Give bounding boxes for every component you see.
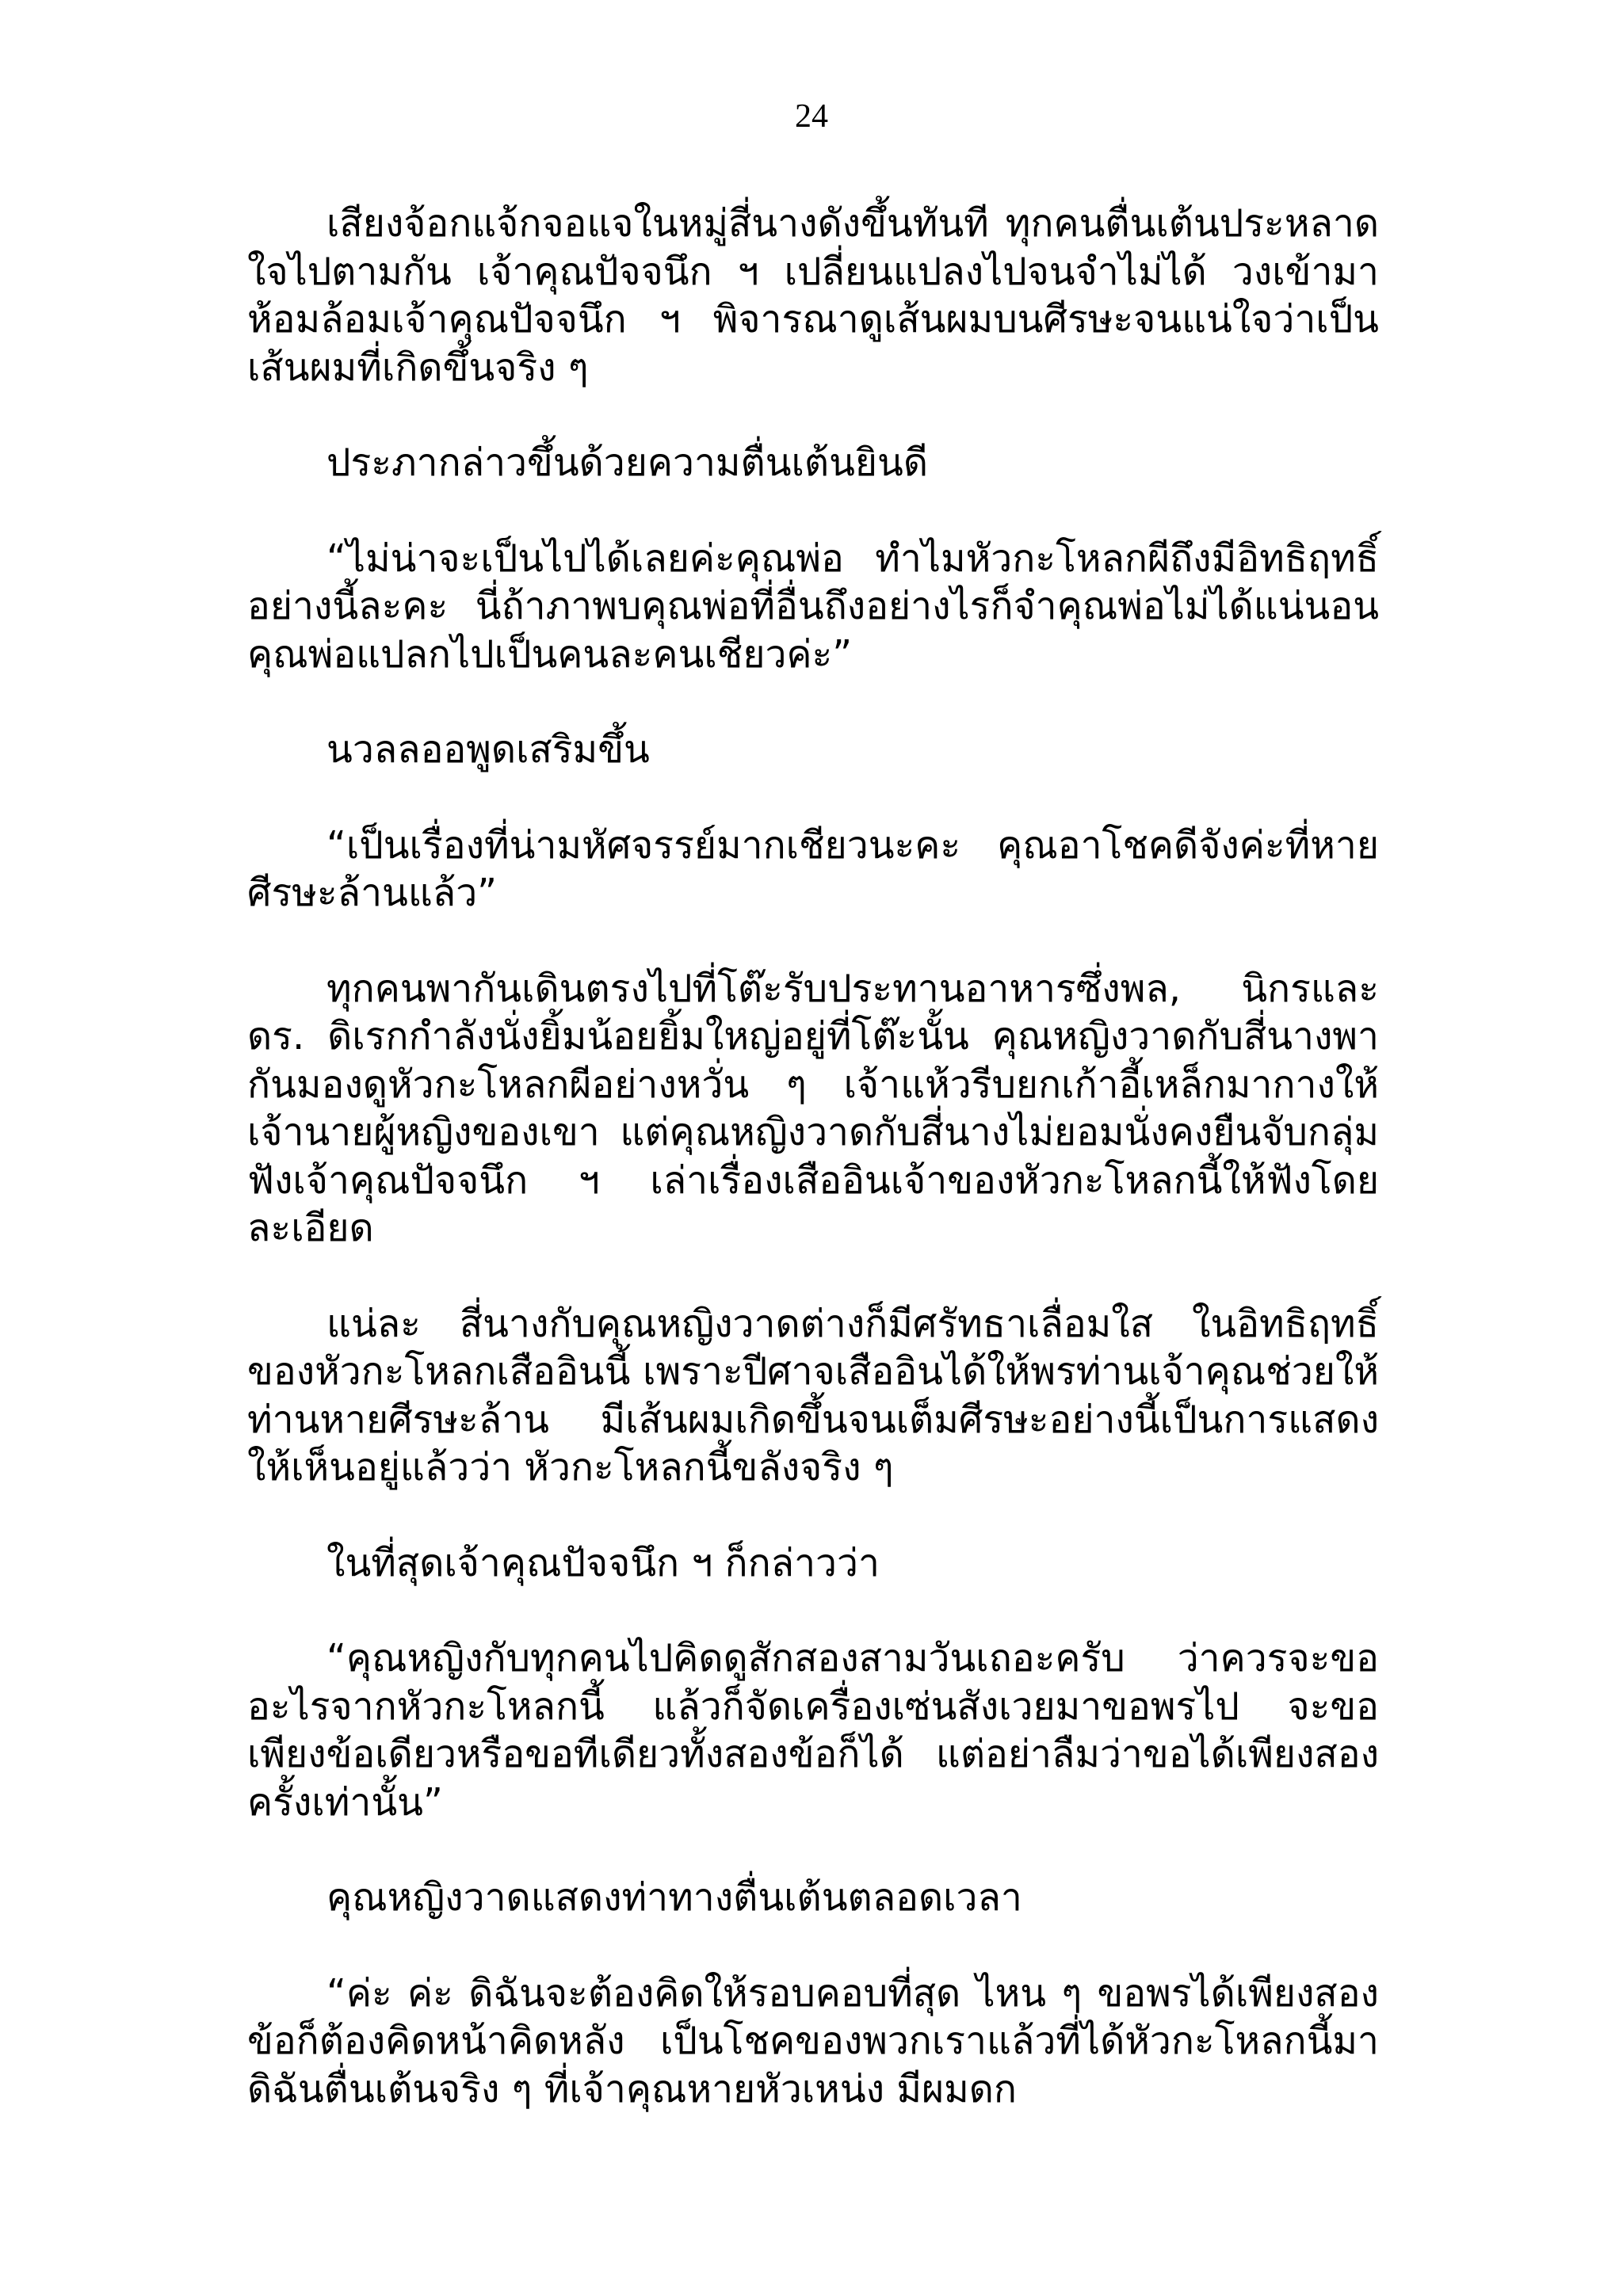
paragraph: ทุกคนพากันเดินตรงไปที่โต๊ะรับประทานอาหารซึ่งพล, นิกรและดร. ดิเรกกำลังนั่งยิ้มน้อยยิ้มใหญ่อยู่ที่โต๊ะนั้น คุณหญิงวาดกับสี่นางพากันมองดูหัวกะโหลกผีอย่างหวั่น ๆ เจ้าแห้วรีบยกเก้าอี้เหล็กมากางให้เจ้านายผู้หญิงของเขา แต่คุณหญิงวาดกับสี่นางไม่ยอมนั่งคงยืนจับกลุ่มฟังเจ้าคุณปัจจนึก ฯ เล่าเรื่องเสืออินเจ้าของหัวกะโหลกนี้ให้ฟังโดยละเอียด bbox=[247, 966, 1379, 1250]
paragraph: “เป็นเรื่องที่น่ามหัศจรรย์มากเชียวนะคะ คุณอาโชคดีจังค่ะที่หายศีรษะล้านแล้ว” bbox=[247, 822, 1379, 915]
paragraph: ประภากล่าวขึ้นด้วยความตื่นเต้นยินดี bbox=[327, 441, 929, 485]
paragraph: แน่ละ สี่นางกับคุณหญิงวาดต่างก็มีศรัทธาเลื่อมใส ในอิทธิฤทธิ์ของหัวกะโหลกเสืออินนี้ เพราะปีศาจเสืออินได้ให้พรท่านเจ้าคุณช่วยให้ท่านหายศีรษะล้าน มีเส้นผมเกิดขึ้นจนเต็มศีรษะอย่างนี้เป็นการแสดงให้เห็นอยู่แล้วว่า หัวกะโหลกนี้ขลังจริง ๆ bbox=[247, 1301, 1379, 1489]
paragraph: ในที่สุดเจ้าคุณปัจจนึก ฯ ก็กล่าวว่า bbox=[327, 1540, 880, 1585]
paragraph: “ไม่น่าจะเป็นไปได้เลยค่ะคุณพ่อ ทำไมหัวกะโหลกผีถึงมีอิทธิฤทธิ์อย่างนี้ละคะ นี่ถ้าภาพบคุณพ่อที่อื่นถึงอย่างไรก็จำคุณพ่อไม่ได้แน่นอน คุณพ่อแปลกไปเป็นคนละคนเชียวค่ะ” bbox=[247, 536, 1379, 677]
paragraph: เสียงจ้อกแจ้กจอแจในหมู่สี่นางดังขึ้นทันที ทุกคนตื่นเต้นประหลาดใจไปตามกัน เจ้าคุณปัจจนึก ฯ เปลี่ยนแปลงไปจนจำไม่ได้ วงเข้ามาห้อมล้อมเจ้าคุณปัจจนึก ฯ พิจารณาดูเส้นผมบนศีรษะจนแน่ใจว่าเป็นเส้นผมที่เกิดขึ้นจริง ๆ bbox=[247, 201, 1379, 390]
body-text bbox=[247, 200, 1379, 2113]
paragraph: นวลลออพูดเสริมขึ้น bbox=[327, 727, 650, 772]
paragraph: “คุณหญิงกับทุกคนไปคิดดูสักสองสามวันเถอะครับ ว่าควรจะขออะไรจากหัวกะโหลกนี้ แล้วก็จัดเครื่องเซ่นสังเวยมาขอพรไป จะขอเพียงข้อเดียวหรือขอทีเดียวทั้งสองข้อก็ได้ แต่อย่าลืมว่าขอได้เพียงสองครั้งเท่านั้น” bbox=[247, 1636, 1379, 1825]
page-number: 24 bbox=[795, 98, 828, 135]
paragraph: คุณหญิงวาดแสดงท่าทางตื่นเต้นตลอดเวลา bbox=[327, 1875, 1022, 1920]
paragraph: “ค่ะ ค่ะ ดิฉันจะต้องคิดให้รอบคอบที่สุด ไหน ๆ ขอพรได้เพียงสองข้อก็ต้องคิดหน้าคิดหลัง เป็นโชคของพวกเราแล้วที่ได้หัวกะโหลกนี้มา ดิฉันตื่นเต้นจริง ๆ ที่เจ้าคุณหายหัวเหน่ง มีผมดก bbox=[247, 1970, 1379, 2111]
